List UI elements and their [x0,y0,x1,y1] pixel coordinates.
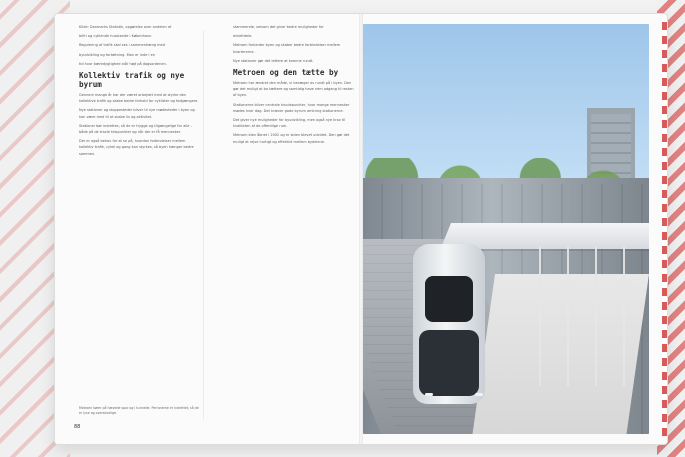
intro-line-3: Regulering af trafik skal ses i sammenhæng med [79,43,165,48]
col2-paragraph-2: Stationerne bliver centrale knudepunkter, hvor mange mennesker mødes hver dag. Det kræver gode byrum omkring stationerne. [233,102,350,113]
intro-line-1: Kilde: Danmarks Statistik, opgørelse over andelen af [79,25,172,29]
left-page [55,14,361,444]
paragraph-1: Gennem mange år har der været arbejdet med at styrke den kollektive trafik og skabe bedre forhold for cyklister og fodgængere. [79,93,199,104]
image-caption: Metroen kører på hævede spor og i tunneler. Perronerne er indrettet, så de er lyse og overskuelige. [79,406,199,415]
page-edge-stripes [662,22,667,436]
left-column-2 [233,24,355,148]
metro-train [403,244,505,414]
metro-station-photo [363,24,649,434]
col2-paragraph-3: Det giver nye muligheder for byudvikling, men også nye krav til kvaliteten af de offentlige rum. [233,118,346,129]
col2-line-4: Nye stationer gør det lettere at komme rundt. [233,58,314,63]
train-lamp-right [475,393,483,396]
page-number: 88 [74,424,81,430]
col2-line-3: Metroen forbinder byen og skaber bedre forbindelser mellem kvartererne. [233,43,341,54]
col2-line-2: enkeltdele. [233,34,253,39]
section-heading-kollektiv-trafik: Kollektiv trafik og nye byrum [79,71,185,90]
column-divider [203,30,204,420]
intro-line-4: byudvikling og fortætning. Man er inde i en [79,52,155,57]
open-book [55,14,667,444]
train-front [419,330,479,396]
canopy-poles [513,246,643,386]
col2-paragraph-1: Metroen har ændret den måde, vi bevæger os rundt på i byen. Den gør det muligt at bo tættere og samtidig have nem adgang til resten af byen. [233,81,354,98]
train-lamp-left [425,393,433,396]
col2-paragraph-4: Metroen blev åbnet i 2002 og er siden blevet udvidet. Den gør det muligt at rejse hurtigt og effektivt mellem bydelene. [233,133,350,144]
left-column-1 [79,24,201,160]
book-spine [359,14,363,444]
intro-line-2: bilfri og cyklende husstande i København. [79,34,153,39]
paragraph-2: Nye stationer og stoppesteder bliver til nye mødesteder i byen og kan være med til at skabe liv og aktivitet. [79,108,195,119]
paragraph-4: Der er også behov for at se på, hvordan forbindelser mellem kollektiv trafik, cykel og gang kan styrkes, så byen hænger bedre sammen. [79,139,194,156]
section-heading-metroen: Metroen og den tætte by [233,68,339,78]
right-page [361,14,667,444]
col2-line-1: stammende, selvom det giver bedre muligheder for [233,25,324,29]
intro-line-5: tid hvor bæredygtighed står højt på dagsordenen. [79,61,167,66]
paragraph-3: Stationer bør indrettes, så de er trygge og tilgængelige for alle – både på de travle tidspunkter og når der er få mennesker. [79,123,193,135]
train-window [425,276,473,322]
